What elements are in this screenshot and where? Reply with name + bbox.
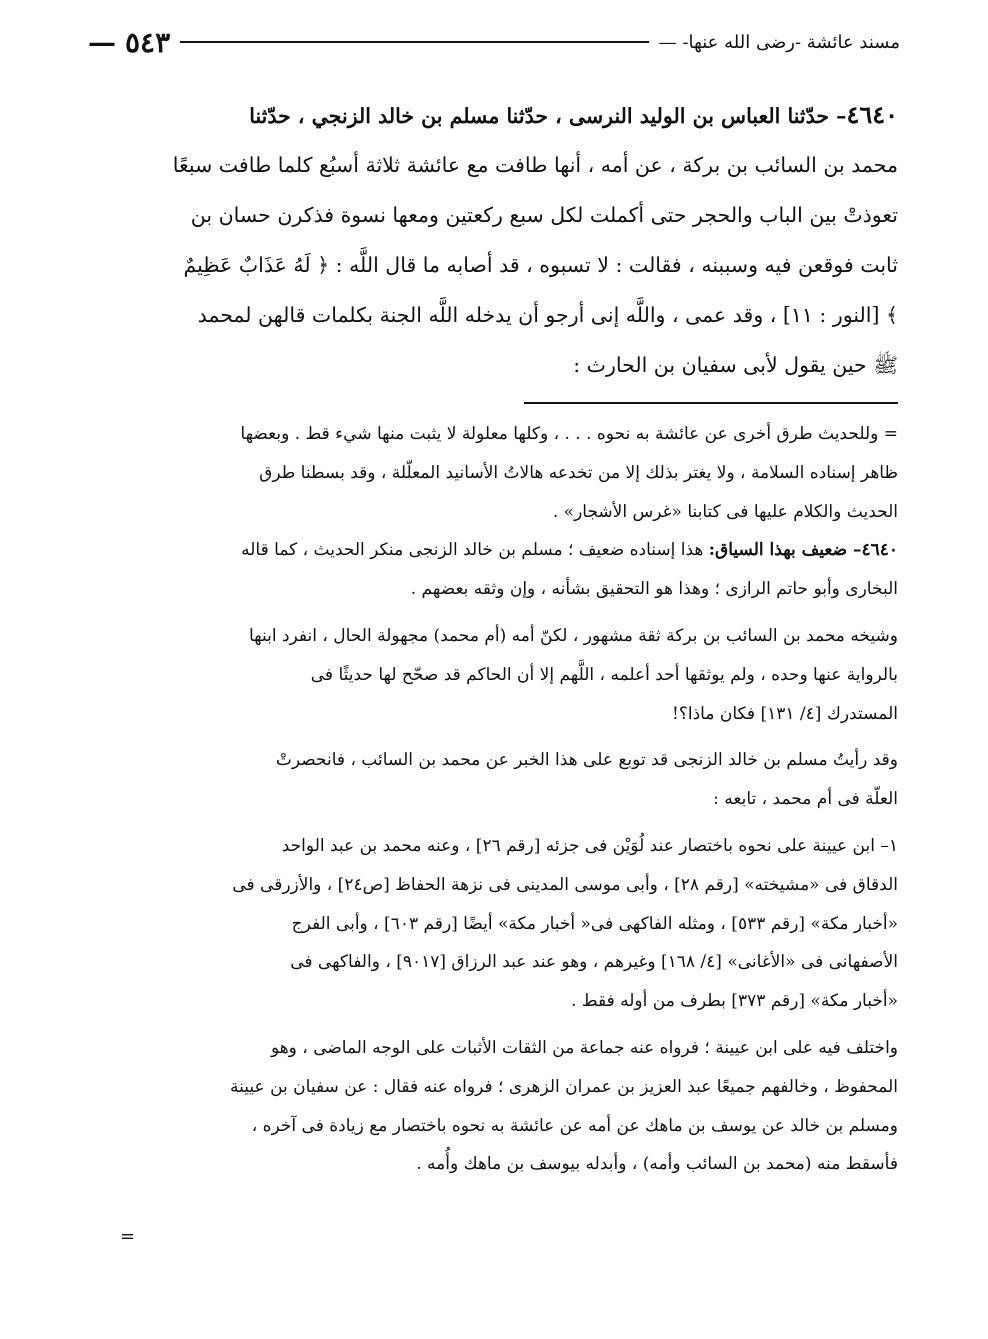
footnote-line: وقد رأيتُ مسلم بن خالد الزنجى قد توبع على هذا الخبر عن محمد بن السائب ، فانحصرتْ: [275, 750, 898, 771]
footnotes: [90, 415, 898, 1184]
footnote-separator: [524, 402, 898, 404]
hadith-line: ﴾ [النور : ١١] ، وقد عمى ، واللَّه إنى أرجو أن يدخله اللَّه الجنة بكلمات قالهن لمحمد: [197, 303, 898, 327]
footnote-line: فأسقط منه (محمد بن السائب وأمه) ، وأبدله بيوسف بن ماهك وأُمه .: [416, 1154, 898, 1175]
hadith-number: ٤٦٤٠: [846, 100, 898, 129]
footnote-line: البخارى وأبو حاتم الرازى ؛ وهذا هو التحقيق بشأنه ، وإن وثقه بعضهم .: [410, 579, 898, 600]
continuation-mark: =: [120, 1226, 136, 1247]
footnote-line: «أخبار مكة» [رقم ٣٧٣] بطرف من أوله فقط .: [571, 991, 898, 1012]
page-number-value: ٥٤٣: [125, 25, 171, 59]
hadith-line-text: – حدّثنا العباس بن الوليد النرسى ، حدّثنا مسلم بن خالد الزنجي ، حدّثنا: [249, 104, 847, 128]
hadith-line: [90, 90, 898, 140]
footnote-line: واختلف فيه على ابن عيينة ؛ فرواه عنه جماعة من الثقات الأثبات على الوجه الماضى ، وهو: [270, 1037, 898, 1058]
footnote-line: وشيخه محمد بن السائب بن بركة ثقة مشهور ، لكنّ أمه (أم محمد) مجهولة الحال ، انفرد ابنها: [248, 625, 898, 646]
footnote-line: ظاهر إسناده السلامة ، ولا يغتر بذلك إلا من تخدعه هالاتُ الأسانيد المعلّلة ، وقد بسطنا طرق: [259, 462, 898, 483]
footnote-line: العلّة فى أم محمد ، تابعه :: [713, 789, 898, 810]
footnote-line: «أخبار مكة» [رقم ٥٣٣] ، ومثله الفاكهى فى« أخبار مكة» أيضًا [رقم ٦٠٣] ، وأبى الفرج: [291, 913, 898, 934]
page-number: [88, 26, 170, 59]
grading-line: [90, 531, 898, 570]
page-header: [88, 22, 900, 62]
grading-text: هذا إسناده ضعيف ؛ مسلم بن خالد الزنجى منكر الحديث ، كما قاله: [241, 540, 704, 561]
footnote-line: بالرواية عنها وحده ، ولم يوثقها أحد أعلمه ، اللَّهم إلا أن الحاكم قد صحّح لها حديثًا فى: [310, 664, 898, 685]
footnote-line: ومسلم بن خالد عن يوسف بن ماهك عن أمه عن عائشة به نحوه باختصار مع زيادة فى آخره ،: [251, 1115, 898, 1136]
footnote-line: المحفوظ ، وخالفهم جميعًا عبد العزيز بن عمران الزهرى ؛ فرواه عنه فقال : عن سفيان بن عيينة: [230, 1076, 898, 1097]
footnote-line: الدقاق فى «مشيخته» [رقم ٢٨] ، وأبى موسى المدينى فى نزهة الحفاظ [ص٢٤] ، والأزرقى فى: [232, 874, 898, 895]
hadith-line: ﷺ حين يقول لأبى سفيان بن الحارث :: [573, 353, 898, 377]
footnote-line: الحديث والكلام عليها فى كتابنا «غرس الأشجار» .: [552, 501, 898, 522]
running-title-text: مسند عائشة -رضى الله عنها-: [682, 31, 900, 53]
hadith-text: [90, 90, 898, 390]
footnote-line: = وللحديث طرق أخرى عن عائشة به نحوه . . . ، وكلها معلولة لا يثبت منها شيء قط . وبعضها: [240, 424, 898, 444]
hadith-line: محمد بن السائب بن بركة ، عن أمه ، أنها طافت مع عائشة ثلاثة أسبُع كلما طافت سبعًا: [172, 153, 898, 177]
running-title: [659, 32, 900, 53]
footnote-line: ١– ابن عيينة على نحوه باختصار عند لُوَيْن فى جزئه [رقم ٢٦] ، وعنه محمد بن عبد الواحد: [281, 835, 898, 856]
footnote-line: الأصفهانى فى «الأغانى» [٤/ ١٦٨] وغيرهم ، وهو عند عبد الرزاق [٩٠١٧] ، والفاكهى فى: [290, 952, 898, 973]
header-dash-right: —: [658, 31, 677, 53]
grading-label: – ضعيف بهذا السياق:: [708, 540, 862, 561]
header-rule: [180, 41, 649, 43]
footnote-line: المستدرك [٤/ ١٣١] فكان ماذا؟!: [672, 703, 898, 724]
header-dash-left: —: [88, 25, 117, 59]
grading-number: ٤٦٤٠: [861, 540, 898, 561]
hadith-line: ثابت فوقعن فيه وسببنه ، فقالت : لا تسبوه ، قد أصابه ما قال اللَّه : ﴿ لَهُ عَذَابٌ عَظِيمٌ: [183, 253, 898, 277]
hadith-line: تعوذتْ بين الباب والحجر حتى أكملت لكل سبع ركعتين ومعها نسوة فذكرن حسان بن: [190, 203, 898, 227]
